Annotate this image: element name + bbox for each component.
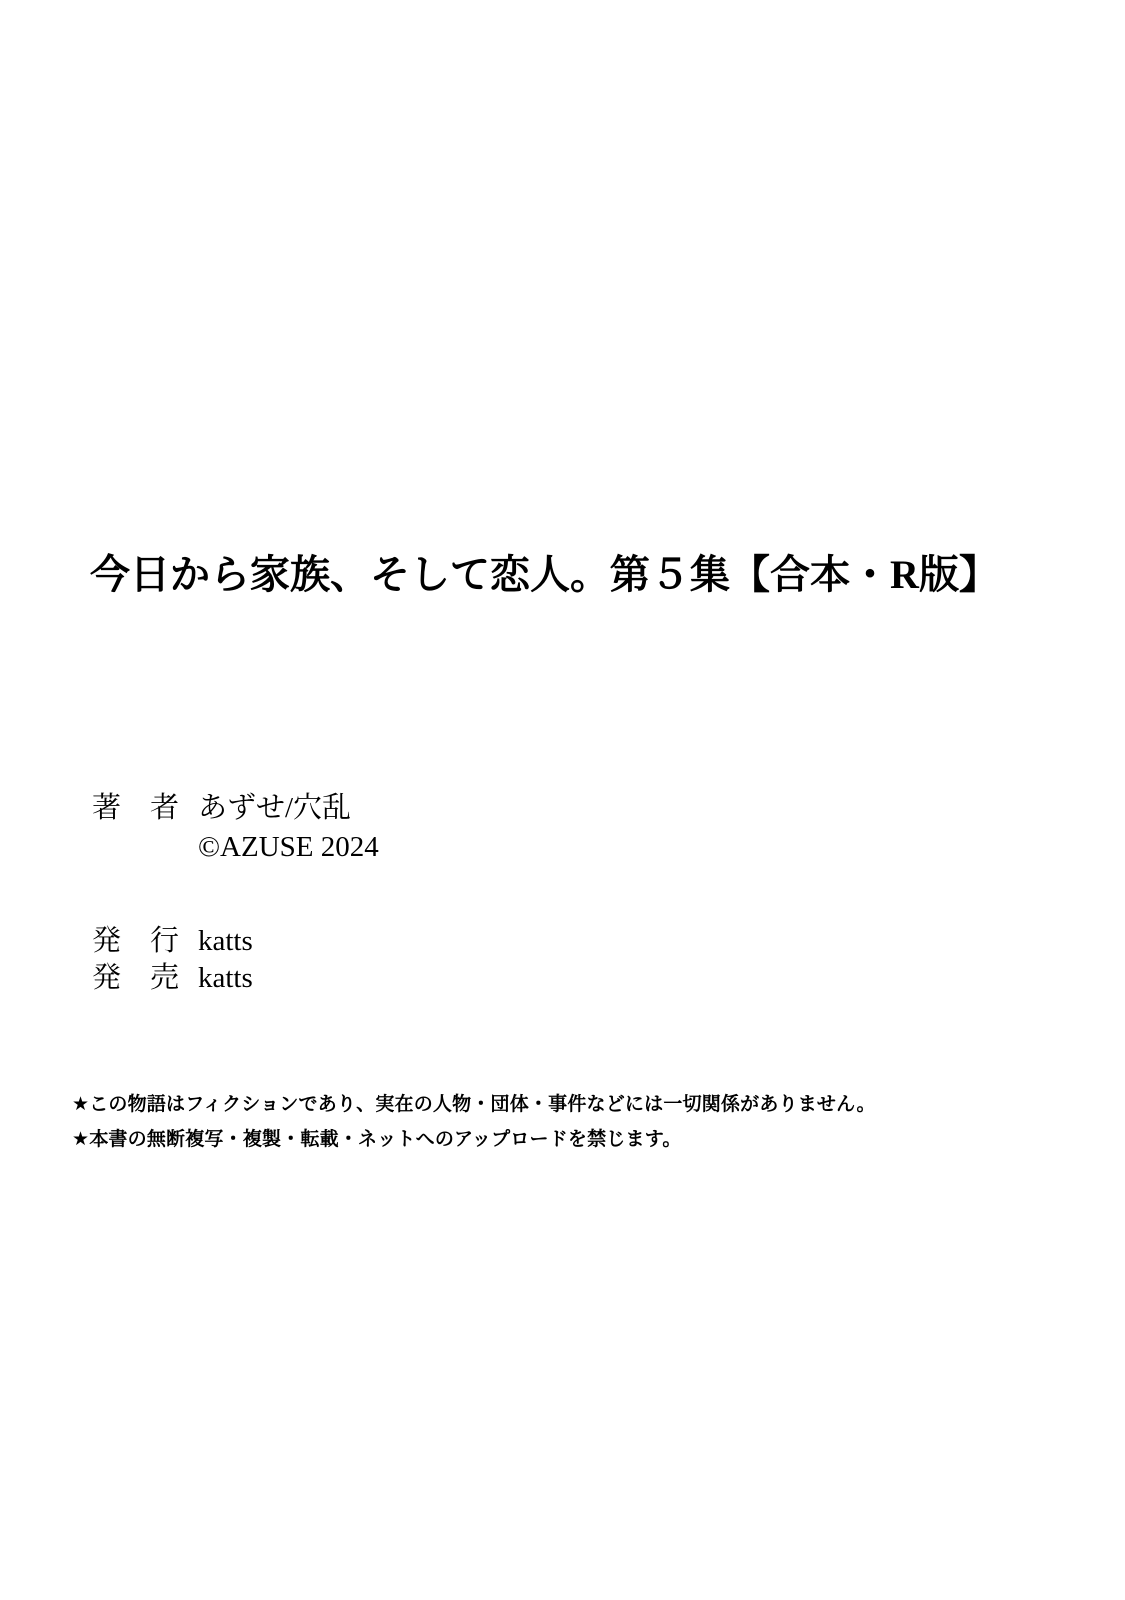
copyright-notice: ©AZUSE 2024 xyxy=(198,831,379,863)
author-label: 著 者 xyxy=(92,792,180,824)
publisher-label: 発 行 xyxy=(92,925,180,957)
publisher-name: katts xyxy=(198,925,253,957)
credit-row-seller xyxy=(92,961,253,996)
credit-row-copyright xyxy=(92,830,379,865)
fiction-disclaimer-notice: ★この物語はフィクションであり、実在の人物・団体・事件などには一切関係がありません。 xyxy=(72,1094,876,1115)
seller-label: 発 売 xyxy=(92,962,180,994)
book-title: 今日から家族、そして恋人。第５集【合本・R版】 xyxy=(90,552,999,597)
credit-row-author xyxy=(92,791,351,826)
no-reproduction-notice: ★本書の無断複写・複製・転載・ネットへのアップロードを禁じます。 xyxy=(72,1129,682,1150)
credit-row-publisher xyxy=(92,924,253,959)
author-name: あずせ/穴乱 xyxy=(198,792,352,824)
seller-name: katts xyxy=(198,962,253,994)
